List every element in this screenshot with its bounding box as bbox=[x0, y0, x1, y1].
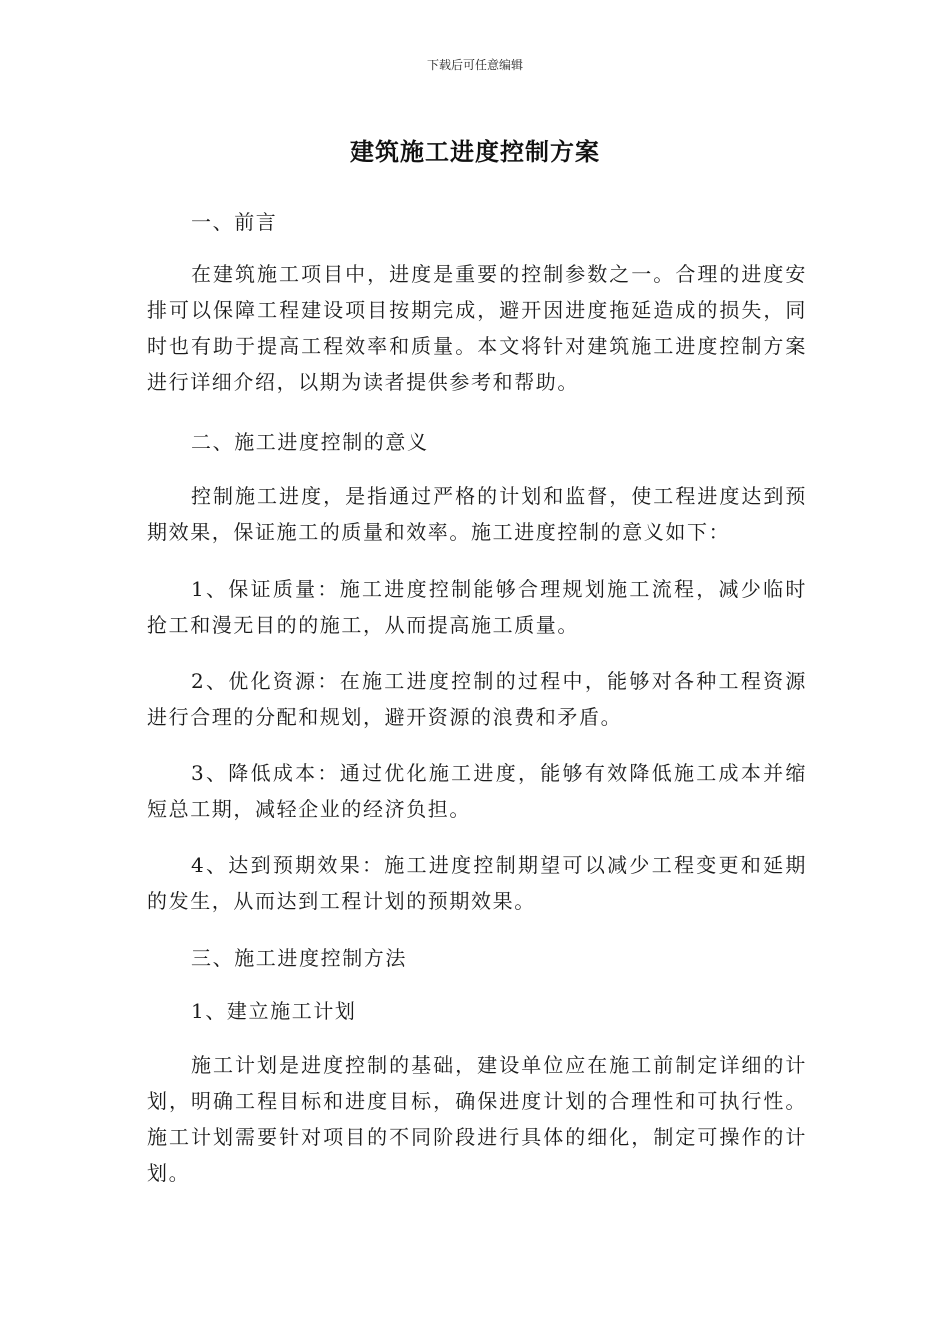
paragraph-plan: 施工计划是进度控制的基础，建设单位应在施工前制定详细的计划，明确工程目标和进度目标，确保进度计划的合理性和可执行性。施工计划需要针对项目的不同阶段进行具体的细化，制定可操作的计划。 bbox=[147, 1053, 807, 1185]
list-item-cost: 3、降低成本：通过优化施工进度，能够有效降低施工成本并缩短总工期，减轻企业的经济负担。 bbox=[147, 761, 807, 821]
subsection-heading-plan: 1、建立施工计划 bbox=[191, 999, 357, 1023]
section-heading-methods: 三、施工进度控制方法 bbox=[191, 946, 407, 970]
paragraph-significance-intro: 控制施工进度，是指通过严格的计划和监督，使工程进度达到预期效果，保证施工的质量和效率。施工进度控制的意义如下： bbox=[147, 484, 807, 544]
header-note: 下载后可任意编辑 bbox=[426, 58, 523, 72]
document-title: 建筑施工进度控制方案 bbox=[350, 138, 600, 166]
list-item-resources: 2、优化资源：在施工进度控制的过程中，能够对各种工程资源进行合理的分配和规划，避开资源的浪费和矛盾。 bbox=[147, 669, 807, 729]
section-heading-significance: 二、施工进度控制的意义 bbox=[191, 430, 429, 454]
list-item-quality: 1、保证质量：施工进度控制能够合理规划施工流程，减少临时抢工和漫无目的的施工，从而提高施工质量。 bbox=[147, 577, 807, 637]
list-item-expected-effect: 4、达到预期效果：施工进度控制期望可以减少工程变更和延期的发生，从而达到工程计划的预期效果。 bbox=[147, 853, 807, 913]
section-heading-preface: 一、前言 bbox=[191, 210, 278, 234]
paragraph-preface: 在建筑施工项目中，进度是重要的控制参数之一。合理的进度安排可以保障工程建设项目按期完成，避开因进度拖延造成的损失，同时也有助于提高工程效率和质量。本文将针对建筑施工进度控制方案进行详细介绍，以期为读者提供参考和帮助。 bbox=[147, 262, 807, 394]
